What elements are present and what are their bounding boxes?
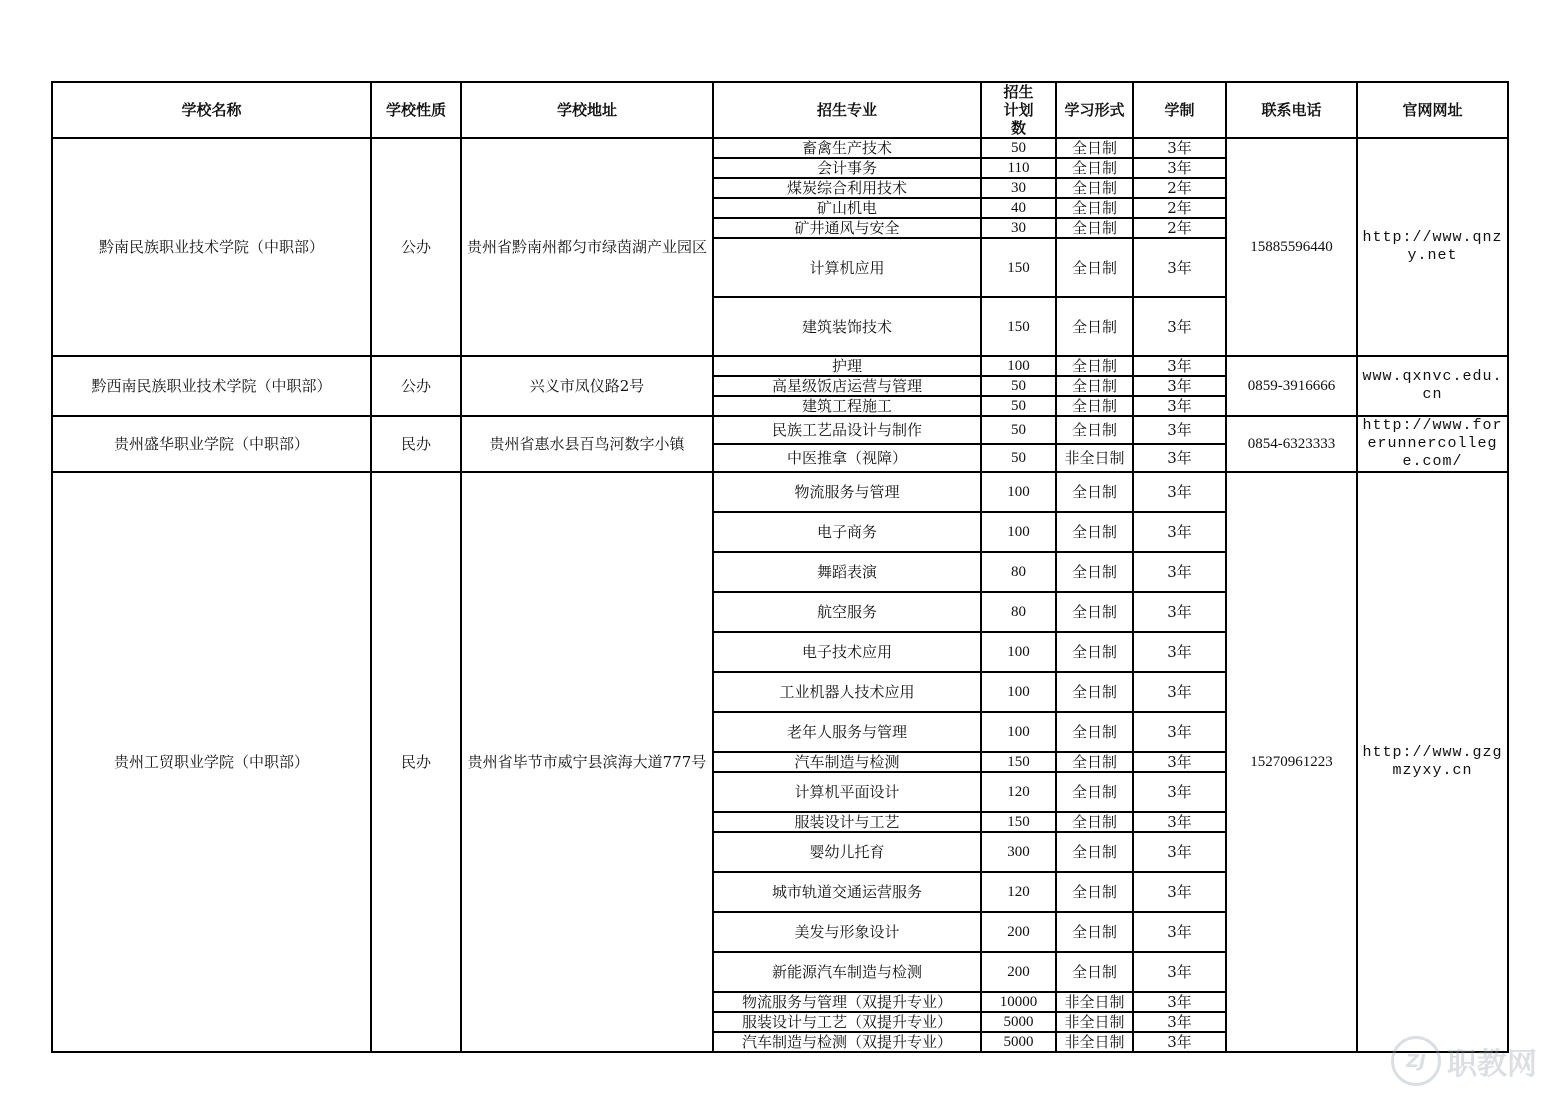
study-form: 全日制 <box>1056 238 1133 297</box>
duration: 2年 <box>1133 178 1226 198</box>
enrollment-plan: 50 <box>981 396 1056 416</box>
duration: 3年 <box>1133 912 1226 952</box>
school-address: 兴义市凤仪路2号 <box>461 356 713 416</box>
watermark-logo: ZJ <box>1391 1036 1441 1086</box>
enrollment-plan: 200 <box>981 952 1056 992</box>
major-name: 矿井通风与安全 <box>713 218 981 238</box>
study-form: 全日制 <box>1056 396 1133 416</box>
major-name: 服装设计与工艺（双提升专业） <box>713 1012 981 1032</box>
watermark <box>1391 1036 1537 1086</box>
enrollment-plan: 150 <box>981 812 1056 832</box>
major-name: 会计事务 <box>713 158 981 178</box>
table-row <box>52 356 1508 376</box>
major-name: 中医推拿（视障） <box>713 444 981 472</box>
major-name: 汽车制造与检测（双提升专业） <box>713 1032 981 1052</box>
study-form: 非全日制 <box>1056 444 1133 472</box>
header-row <box>52 82 1508 138</box>
enrollment-plan: 120 <box>981 872 1056 912</box>
school-name: 黔南民族职业技术学院（中职部） <box>52 138 371 356</box>
enrollment-plan: 100 <box>981 712 1056 752</box>
major-name: 计算机平面设计 <box>713 772 981 812</box>
major-name: 服装设计与工艺 <box>713 812 981 832</box>
duration: 3年 <box>1133 158 1226 178</box>
website-url: http://www.gzgmzyxy.cn <box>1357 472 1508 1052</box>
enrollment-plan: 150 <box>981 238 1056 297</box>
major-name: 民族工艺品设计与制作 <box>713 416 981 444</box>
study-form: 全日制 <box>1056 772 1133 812</box>
major-name: 工业机器人技术应用 <box>713 672 981 712</box>
enrollment-plan: 50 <box>981 444 1056 472</box>
major-name: 电子商务 <box>713 512 981 552</box>
enrollment-plan: 50 <box>981 416 1056 444</box>
school-type: 民办 <box>371 416 461 472</box>
enrollment-plan: 100 <box>981 356 1056 376</box>
school-type: 公办 <box>371 138 461 356</box>
major-name: 护理 <box>713 356 981 376</box>
study-form: 全日制 <box>1056 376 1133 396</box>
duration: 3年 <box>1133 472 1226 512</box>
enrollment-plan: 80 <box>981 592 1056 632</box>
school-address: 贵州省黔南州都匀市绿茵湖产业园区 <box>461 138 713 356</box>
major-name: 电子技术应用 <box>713 632 981 672</box>
major-name: 矿山机电 <box>713 198 981 218</box>
duration: 2年 <box>1133 198 1226 218</box>
enrollment-plan: 30 <box>981 218 1056 238</box>
major-name: 建筑装饰技术 <box>713 297 981 356</box>
major-name: 婴幼儿托育 <box>713 832 981 872</box>
duration: 3年 <box>1133 812 1226 832</box>
major-name: 计算机应用 <box>713 238 981 297</box>
enrollment-plan: 100 <box>981 672 1056 712</box>
duration: 3年 <box>1133 632 1226 672</box>
school-name: 贵州工贸职业学院（中职部） <box>52 472 371 1052</box>
header-website: 官网网址 <box>1357 82 1508 138</box>
table-row <box>52 416 1508 444</box>
study-form: 非全日制 <box>1056 1032 1133 1052</box>
header-study-form: 学习形式 <box>1056 82 1133 138</box>
major-name: 老年人服务与管理 <box>713 712 981 752</box>
major-name: 物流服务与管理 <box>713 472 981 512</box>
study-form: 全日制 <box>1056 512 1133 552</box>
enrollment-plan: 80 <box>981 552 1056 592</box>
enrollment-plan: 100 <box>981 512 1056 552</box>
study-form: 全日制 <box>1056 297 1133 356</box>
major-name: 畜禽生产技术 <box>713 138 981 158</box>
header-plan <box>981 82 1056 138</box>
website-url: http://www.qnzy.net <box>1357 138 1508 356</box>
study-form: 全日制 <box>1056 552 1133 592</box>
watermark-text: 职教网 <box>1447 1047 1537 1082</box>
study-form: 全日制 <box>1056 832 1133 872</box>
duration: 3年 <box>1133 672 1226 712</box>
contact-phone: 0859-3916666 <box>1226 356 1357 416</box>
school-name: 黔西南民族职业技术学院（中职部） <box>52 356 371 416</box>
study-form: 全日制 <box>1056 672 1133 712</box>
header-school-address: 学校地址 <box>461 82 713 138</box>
enrollment-plan: 200 <box>981 912 1056 952</box>
duration: 3年 <box>1133 992 1226 1012</box>
study-form: 全日制 <box>1056 416 1133 444</box>
study-form: 全日制 <box>1056 158 1133 178</box>
contact-phone: 15885596440 <box>1226 138 1357 356</box>
major-name: 舞蹈表演 <box>713 552 981 592</box>
study-form: 全日制 <box>1056 472 1133 512</box>
duration: 3年 <box>1133 376 1226 396</box>
contact-phone: 0854-6323333 <box>1226 416 1357 472</box>
study-form: 全日制 <box>1056 356 1133 376</box>
school-type: 民办 <box>371 472 461 1052</box>
study-form: 全日制 <box>1056 178 1133 198</box>
duration: 3年 <box>1133 138 1226 158</box>
duration: 3年 <box>1133 356 1226 376</box>
study-form: 全日制 <box>1056 198 1133 218</box>
enrollment-plan: 120 <box>981 772 1056 812</box>
enrollment-plan: 50 <box>981 376 1056 396</box>
header-plan-label: 招生计划数 <box>1003 83 1034 137</box>
major-name: 物流服务与管理（双提升专业） <box>713 992 981 1012</box>
study-form: 全日制 <box>1056 812 1133 832</box>
school-address: 贵州省毕节市威宁县滨海大道777号 <box>461 472 713 1052</box>
study-form: 全日制 <box>1056 712 1133 752</box>
major-name: 建筑工程施工 <box>713 396 981 416</box>
duration: 3年 <box>1133 396 1226 416</box>
major-name: 煤炭综合利用技术 <box>713 178 981 198</box>
major-name: 美发与形象设计 <box>713 912 981 952</box>
major-name: 高星级饭店运营与管理 <box>713 376 981 396</box>
study-form: 全日制 <box>1056 872 1133 912</box>
duration: 3年 <box>1133 832 1226 872</box>
duration: 3年 <box>1133 872 1226 912</box>
duration: 3年 <box>1133 712 1226 752</box>
enrollment-plan: 10000 <box>981 992 1056 1012</box>
school-name: 贵州盛华职业学院（中职部） <box>52 416 371 472</box>
duration: 3年 <box>1133 772 1226 812</box>
header-school-name: 学校名称 <box>52 82 371 138</box>
school-address: 贵州省惠水县百鸟河数字小镇 <box>461 416 713 472</box>
study-form: 非全日制 <box>1056 1012 1133 1032</box>
enrollment-plan: 30 <box>981 178 1056 198</box>
enrollment-plan: 100 <box>981 472 1056 512</box>
duration: 3年 <box>1133 552 1226 592</box>
contact-phone: 15270961223 <box>1226 472 1357 1052</box>
table-row <box>52 138 1508 158</box>
major-name: 新能源汽车制造与检测 <box>713 952 981 992</box>
study-form: 全日制 <box>1056 592 1133 632</box>
header-duration: 学制 <box>1133 82 1226 138</box>
duration: 3年 <box>1133 238 1226 297</box>
study-form: 非全日制 <box>1056 992 1133 1012</box>
study-form: 全日制 <box>1056 138 1133 158</box>
admissions-table <box>51 81 1509 1053</box>
duration: 3年 <box>1133 512 1226 552</box>
table-body <box>52 138 1508 1052</box>
duration: 3年 <box>1133 1012 1226 1032</box>
website-url: http://www.forerunnercollege.com/ <box>1357 416 1508 472</box>
duration: 3年 <box>1133 952 1226 992</box>
header-major: 招生专业 <box>713 82 981 138</box>
study-form: 全日制 <box>1056 952 1133 992</box>
enrollment-plan: 5000 <box>981 1032 1056 1052</box>
major-name: 航空服务 <box>713 592 981 632</box>
duration: 3年 <box>1133 1032 1226 1052</box>
major-name: 汽车制造与检测 <box>713 752 981 772</box>
enrollment-plan: 50 <box>981 138 1056 158</box>
study-form: 全日制 <box>1056 632 1133 672</box>
duration: 3年 <box>1133 416 1226 444</box>
enrollment-plan: 40 <box>981 198 1056 218</box>
duration: 3年 <box>1133 444 1226 472</box>
enrollment-plan: 150 <box>981 297 1056 356</box>
study-form: 全日制 <box>1056 752 1133 772</box>
duration: 3年 <box>1133 592 1226 632</box>
duration: 3年 <box>1133 752 1226 772</box>
enrollment-plan: 110 <box>981 158 1056 178</box>
school-type: 公办 <box>371 356 461 416</box>
major-name: 城市轨道交通运营服务 <box>713 872 981 912</box>
study-form: 全日制 <box>1056 218 1133 238</box>
header-phone: 联系电话 <box>1226 82 1357 138</box>
duration: 2年 <box>1133 218 1226 238</box>
study-form: 全日制 <box>1056 912 1133 952</box>
table-row <box>52 472 1508 512</box>
enrollment-plan: 150 <box>981 752 1056 772</box>
enrollment-plan: 300 <box>981 832 1056 872</box>
duration: 3年 <box>1133 297 1226 356</box>
header-school-type: 学校性质 <box>371 82 461 138</box>
enrollment-plan: 100 <box>981 632 1056 672</box>
enrollment-plan: 5000 <box>981 1012 1056 1032</box>
website-url: www.qxnvc.edu.cn <box>1357 356 1508 416</box>
